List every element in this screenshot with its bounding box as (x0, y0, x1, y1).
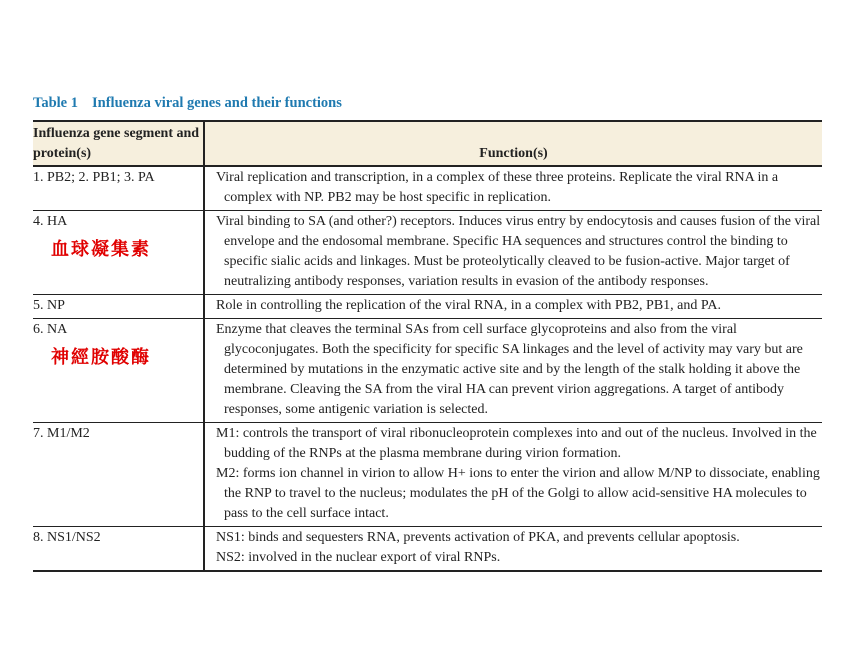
gene-cell (33, 527, 204, 572)
gene-label: 6. NA (33, 322, 68, 337)
table-row (33, 423, 822, 527)
function-text: M2: forms ion channel in virion to allow H+ ions to enter the virion and allow M/NP to dissociate, enabling the RNP to travel to the nucleus; modulates the pH of the Golgi to allow acid-sensitive HA molecules to pass to the cell surface intact. (216, 466, 820, 521)
genes-table (33, 120, 822, 572)
header-gene: Influenza gene segment and protein(s) (33, 121, 204, 166)
table-row (33, 211, 822, 295)
function-text: NS2: involved in the nuclear export of viral RNPs. (216, 550, 501, 565)
table-title: Influenza viral genes and their functions (92, 95, 342, 111)
function-cell (204, 527, 822, 572)
function-cell (204, 211, 822, 295)
gene-label: 4. HA (33, 214, 68, 229)
function-text: Role in controlling the replication of the viral RNA, in a complex with PB2, PB1, and PA. (216, 298, 721, 313)
table-number: Table 1 (33, 95, 78, 111)
gene-cell (33, 295, 204, 319)
gene-cell (33, 166, 204, 211)
function-text: Enzyme that cleaves the terminal SAs from cell surface glycoproteins and also from the viral glycoconjugates. Both the specificity for specific SA linkages and the level of activity may vary but are determined by mutations in the enzymatic active site and by the length of the stalk holding it above the membrane. Cleaving the SA from the viral HA can prevent virion aggregations. A target of antibody responses, some antigenic variation is selected. (216, 322, 803, 417)
function-text: Viral replication and transcription, in a complex of these three proteins. Replicate the viral RNA in a complex with NP. PB2 may be host specific in replication. (216, 170, 779, 205)
gene-label: 8. NS1/NS2 (33, 530, 101, 545)
function-cell (204, 166, 822, 211)
function-cell (204, 295, 822, 319)
table-row (33, 295, 822, 319)
gene-label: 7. M1/M2 (33, 426, 90, 441)
function-cell (204, 423, 822, 527)
chinese-annotation: 神經胺酸酶 (51, 347, 151, 368)
gene-cell (33, 211, 204, 295)
chinese-annotation: 血球凝集素 (51, 239, 151, 260)
table-caption (33, 95, 342, 112)
header-function: Function(s) (204, 121, 822, 166)
function-text: M1: controls the transport of viral ribonucleoprotein complexes into and out of the nucleus. Involved in the budding of the RNPs at the plasma membrane during virion formation. (216, 426, 817, 461)
table-row (33, 527, 822, 572)
table-row (33, 319, 822, 423)
gene-cell (33, 319, 204, 423)
gene-cell (33, 423, 204, 527)
function-cell (204, 319, 822, 423)
gene-label: 5. NP (33, 298, 65, 313)
function-text: Viral binding to SA (and other?) receptors. Induces virus entry by endocytosis and causes fusion of the viral envelope and the endosomal membrane. Specific HA sequences and structures control the binding to specific sialic acids and linkages. Must be proteolytically cleaved to be fusion-active. Major target of neutralizing antibody responses, variation results in evasion of the antibody responses. (216, 214, 821, 289)
gene-label: 1. PB2; 2. PB1; 3. PA (33, 170, 155, 185)
function-text: NS1: binds and sequesters RNA, prevents activation of PKA, and prevents cellular apoptosis. (216, 530, 740, 545)
table-row (33, 166, 822, 211)
